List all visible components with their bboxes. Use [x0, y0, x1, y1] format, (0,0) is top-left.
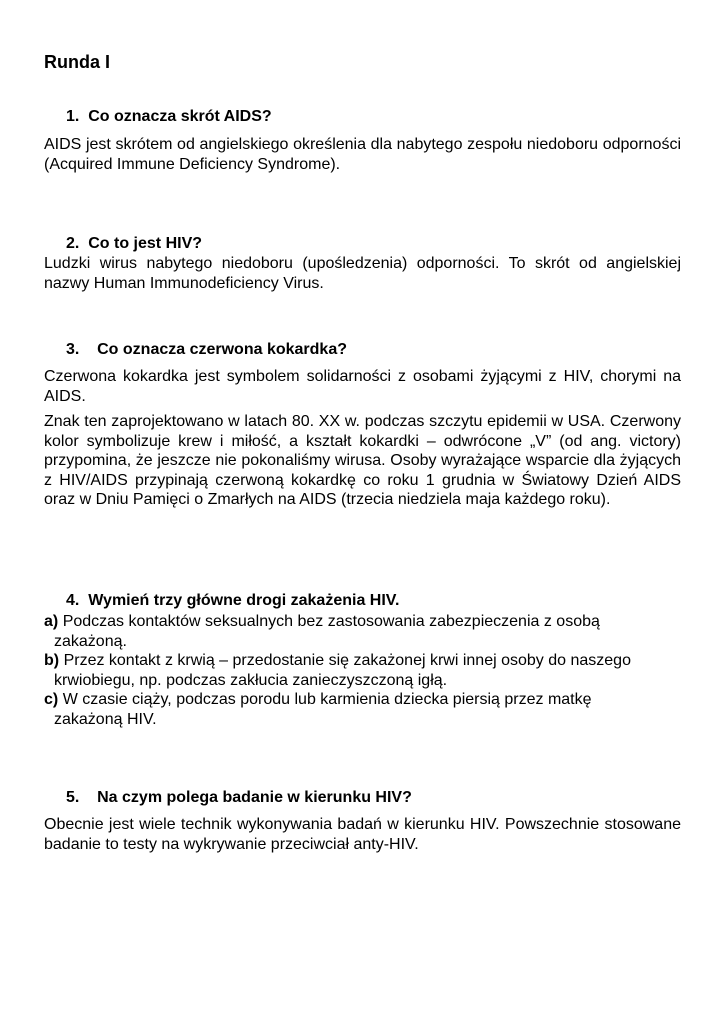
question-2-text: Co to jest HIV?: [88, 235, 203, 252]
question-3-number: 3.: [66, 341, 80, 358]
list-item-a: [44, 612, 681, 651]
list-item-b-letter: b): [44, 652, 60, 669]
question-3-heading: [66, 341, 347, 359]
list-item-b: [44, 651, 681, 690]
list-item-c-line1: W czasie ciąży, podczas porodu lub karmienia dziecka piersią przez matkę: [62, 691, 592, 708]
list-item-a-line2: zakażoną.: [54, 632, 127, 650]
question-3-text: Co oznacza czerwona kokardka?: [97, 341, 347, 358]
question-4-number: 4.: [66, 592, 80, 609]
question-3-answer-1: Czerwona kokardka jest symbolem solidarności z osobami żyjącymi z HIV, chorymi na AIDS.: [44, 368, 681, 405]
question-2-answer: Ludzki wirus nabytego niedoboru (upośledzenia) odporności. To skrót od angielskiej nazwy Human Immunodeficiency Virus.: [44, 255, 681, 292]
question-1-text: Co oznacza skrót AIDS?: [88, 108, 272, 125]
list-item-a-line1: Podczas kontaktów seksualnych bez zastosowania zabezpieczenia z osobą: [62, 613, 600, 630]
question-4-text: Wymień trzy główne drogi zakażenia HIV.: [88, 592, 400, 609]
question-5-text: Na czym polega badanie w kierunku HIV?: [97, 789, 412, 806]
list-item-a-letter: a): [44, 613, 59, 630]
question-5-answer: Obecnie jest wiele technik wykonywania badań w kierunku HIV. Powszechnie stosowane badanie to testy na wykrywanie przeciwciał anty-HIV.: [44, 816, 681, 853]
question-5-number: 5.: [66, 789, 80, 806]
list-item-b-line1: Przez kontakt z krwią – przedostanie się zakażonej krwi innej osoby do naszego: [63, 652, 631, 669]
list-item-c: [44, 690, 681, 729]
page-title: Runda I: [44, 52, 110, 72]
question-2-heading: [66, 235, 202, 253]
question-1-number: 1.: [66, 108, 80, 125]
question-3-answer-2: Znak ten zaprojektowano w latach 80. XX w. podczas szczytu epidemii w USA. Czerwony kolor symbolizuje krew i miłość, a kształt kokardki – odwrócone „V” (od ang. victory) przypomina, że jeszcze nie pokonaliśmy wirusa. Osoby wyrażające wsparcie dla żyjących z HIV/AIDS przypinają czerwoną kokardkę co roku 1 grudnia w Światowy Dzień AIDS oraz w Dniu Pamięci o Zmarłych na AIDS (trzecia niedziela maja każdego roku).: [44, 413, 681, 508]
question-1-answer: AIDS jest skrótem od angielskiego określenia dla nabytego zespołu niedoboru odporności (Acquired Immune Deficiency Syndrome).: [44, 136, 681, 173]
list-item-c-letter: c): [44, 691, 59, 708]
question-4-heading: [66, 592, 399, 610]
list-item-c-line2: zakażoną HIV.: [54, 710, 157, 728]
question-2-number: 2.: [66, 235, 80, 252]
list-item-b-line2: krwiobiegu, np. podczas zakłucia zanieczyszczoną igłą.: [54, 671, 448, 689]
question-5-heading: [66, 789, 412, 807]
question-1-heading: [66, 108, 272, 126]
